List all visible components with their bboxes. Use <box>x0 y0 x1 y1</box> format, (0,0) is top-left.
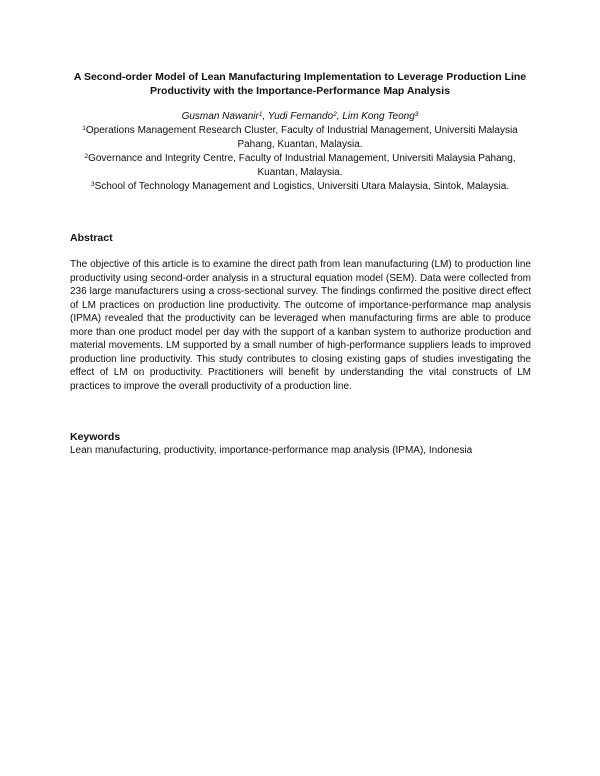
paper-title <box>60 70 540 98</box>
author-mark: 3 <box>414 111 419 118</box>
author-list: Gusman Nawanir$^1$, Yudi Fernando$^2$, Lim Kong Teong$^3$ <box>181 111 419 122</box>
abstract-body: The objective of this article is to examine the direct path from lean manufacturing (LM) to production line productivity using second-order analysis in a structural equation model (SEM). Data were collected from 236 large manufacturers using a cross-sectional survey. The findings confirmed the positive direct effect of LM practices on production line productivity. The outcome of importance-performance map analysis (IPMA) revealed that the productivity can be leveraged when manufacturing firms are able to produce more than one product model per day with the support of a kanban system to authorize production and material movements. LM supported by a small number of high-performance suppliers leads to improved production line productivity. This study contributes to closing existing gaps of studies investigating the effect of LM on productivity. Practitioners will benefit by understanding the vital constructs of LM practices to improve the overall productivity of a production line. <box>70 259 531 392</box>
author-name: Lim Kong Teong <box>342 111 415 122</box>
affiliation-3: $^3$School of Technology Management and Logistics, Universiti Utara Malaysia, Sintok, Malaysia. <box>90 181 510 192</box>
affiliation-1: $^1$Operations Management Research Cluster, Faculty of Industrial Management, Universiti Malaysia Pahang, Kuantan, Malaysia. <box>82 125 518 150</box>
title-line-1: A Second-order Model of Lean Manufacturing Implementation to Leverage Production Line <box>73 71 527 83</box>
title-line-2: Productivity with the Importance-Performance Map Analysis <box>149 85 451 97</box>
affiliation-2: $^2$Governance and Integrity Centre, Faculty of Industrial Management, Universiti Malaysia Pahang, Kuantan, Malaysia. <box>84 153 516 178</box>
author-name: Yudi Fernando <box>267 111 334 122</box>
abstract-heading: Abstract <box>70 232 113 244</box>
author-mark: 1 <box>258 111 263 118</box>
author-block <box>70 110 530 194</box>
keywords-body: Lean manufacturing, productivity, importance-performance map analysis (IPMA), Indonesia <box>70 445 473 456</box>
author-name: Gusman Nawanir <box>181 111 259 122</box>
author-mark: 2 <box>333 111 337 118</box>
keywords-heading: Keywords <box>70 431 121 443</box>
